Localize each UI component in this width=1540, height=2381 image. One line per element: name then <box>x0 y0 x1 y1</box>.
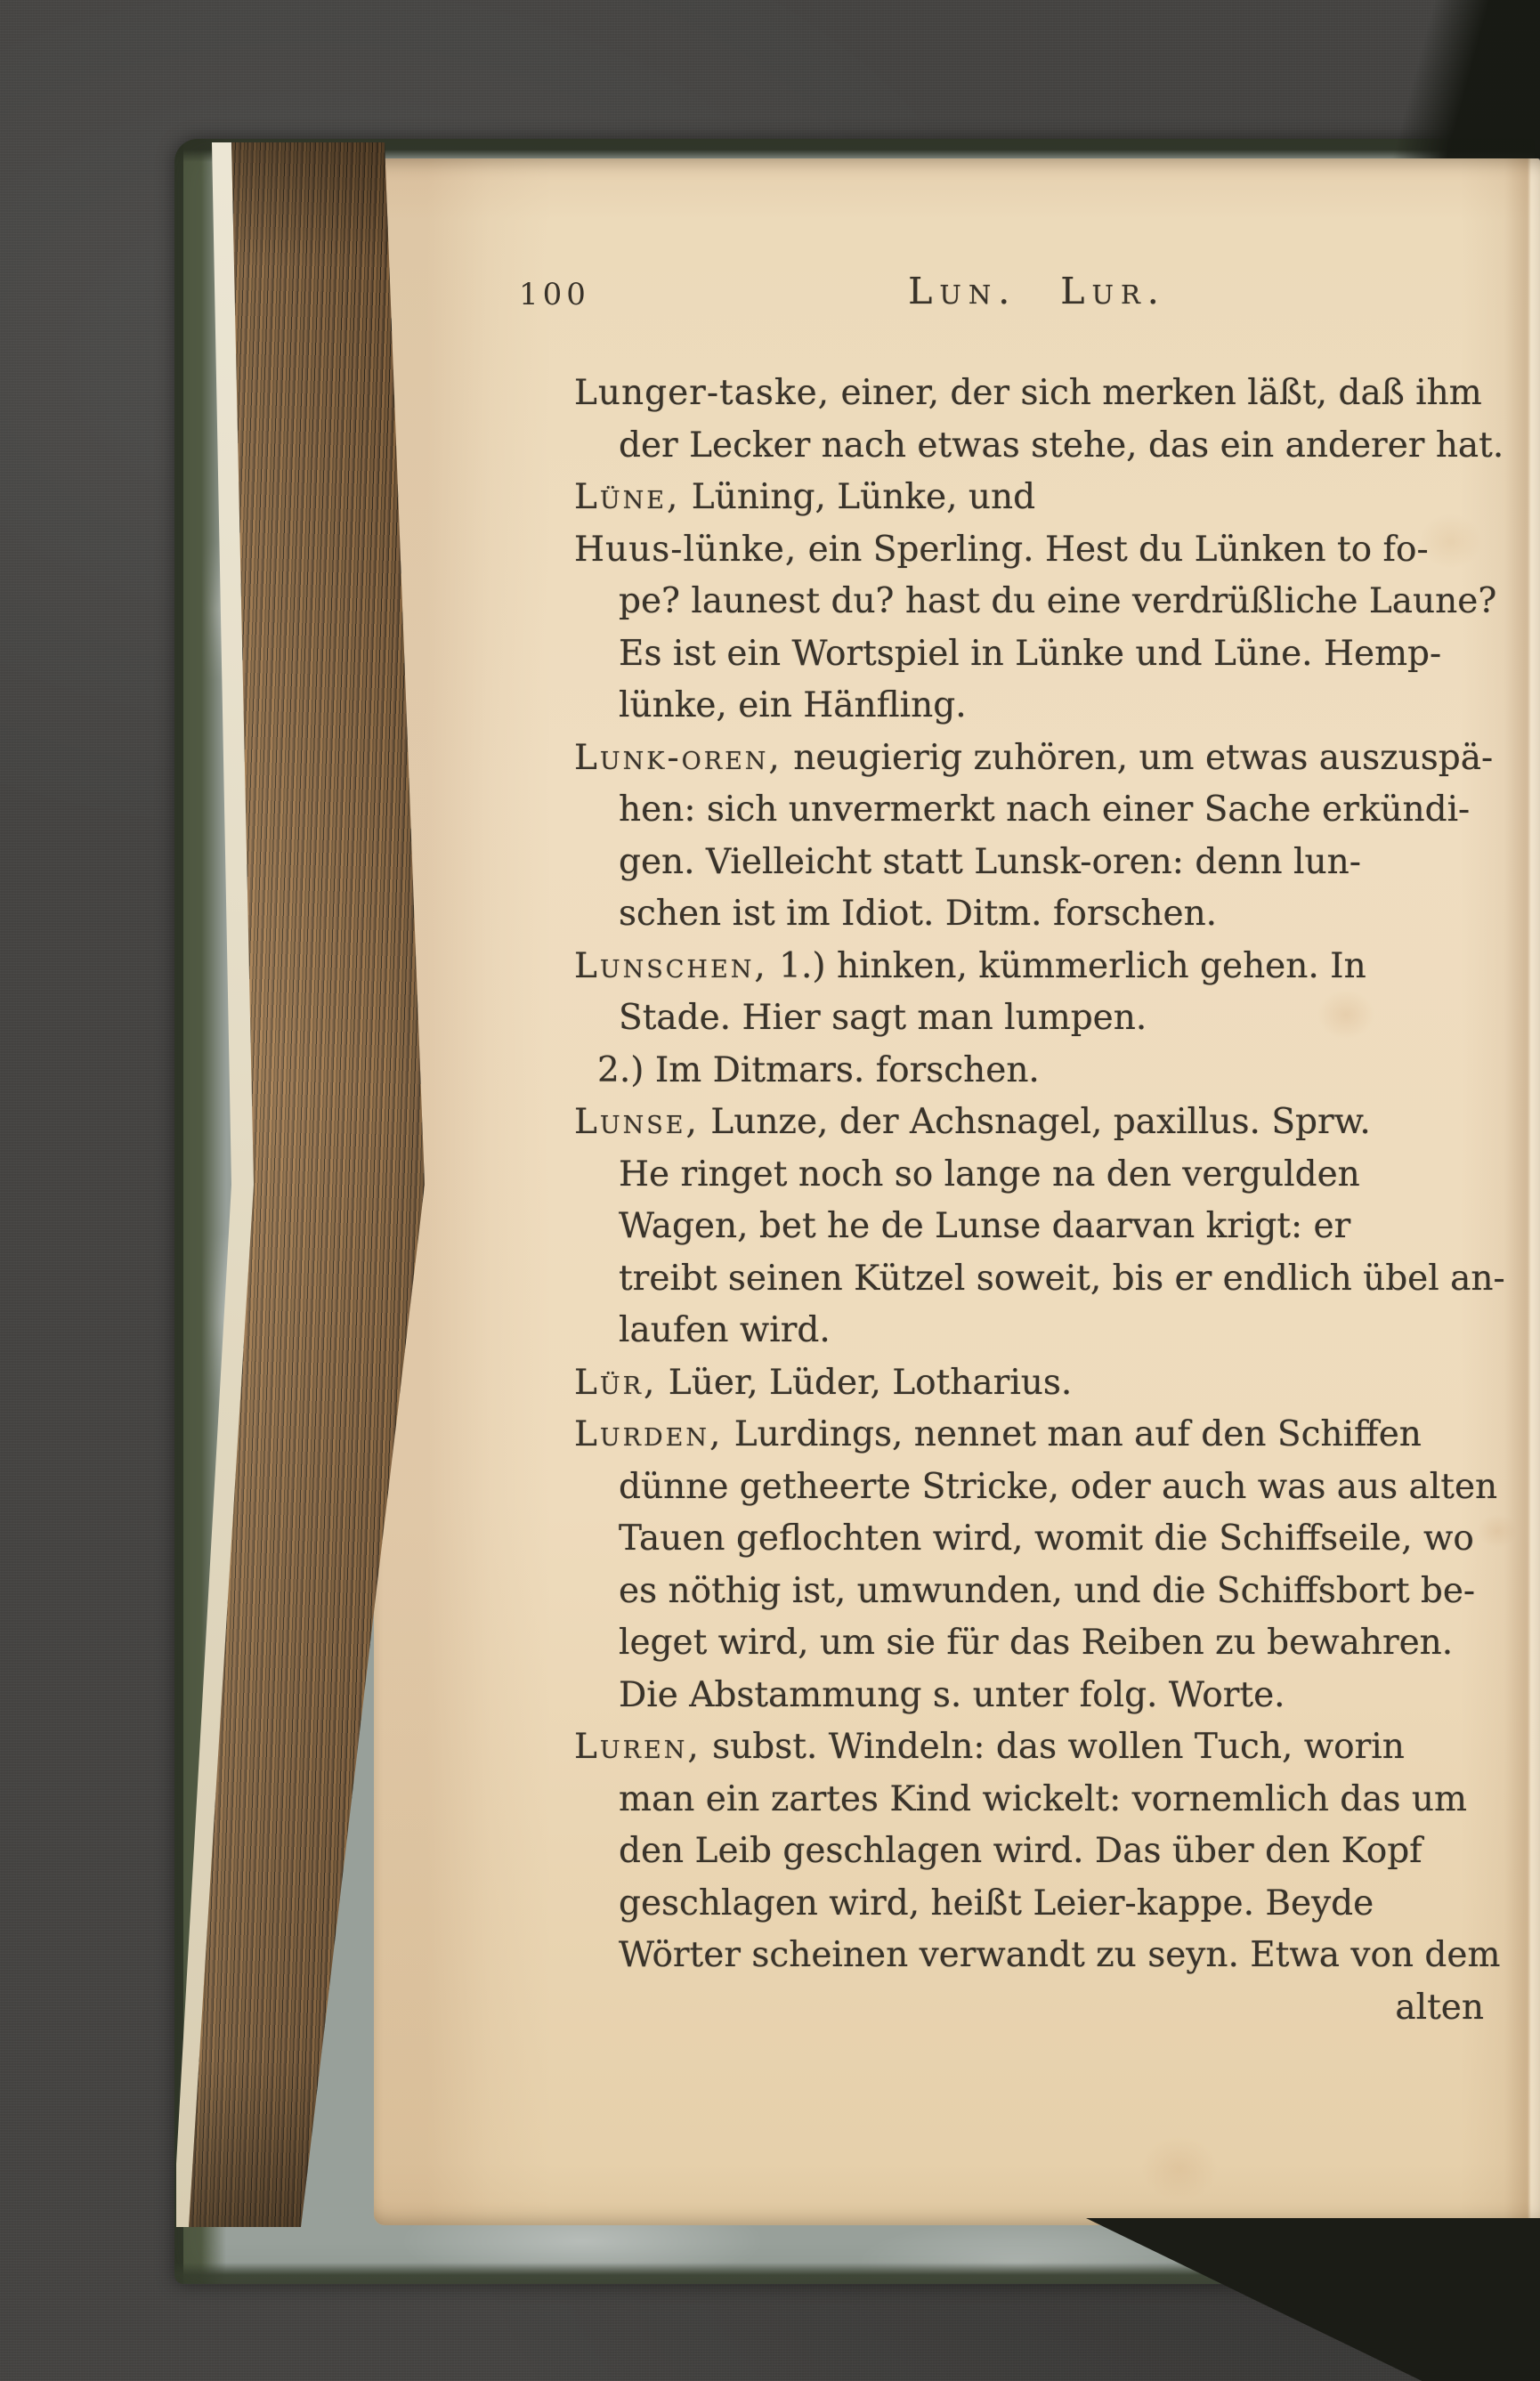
line-text: Lüer, Lüder, Lotharius. <box>668 1362 1073 1403</box>
line-text: es nöthig ist, umwunden, und die Schiffsbort be- <box>619 1570 1476 1611</box>
line-text: gen. Vielleicht statt Lunsk-oren: denn lun- <box>619 841 1361 882</box>
text-line <box>574 992 1500 1045</box>
entry-headword: Lunger-taske, <box>574 373 831 413</box>
text-line <box>574 784 1500 837</box>
text-line <box>574 1149 1500 1202</box>
text-line <box>574 1357 1500 1410</box>
line-text: Stade. Hier sagt man lumpen. <box>619 998 1147 1038</box>
line-text: einer, der sich merken läßt, daß ihm <box>840 373 1482 413</box>
text-line <box>574 1201 1500 1253</box>
line-text: Lunze, der Achsnagel, paxillus. Sprw. <box>710 1102 1371 1142</box>
text-line <box>574 837 1500 889</box>
text-line <box>574 1878 1500 1931</box>
line-text: 1.) hinken, kümmerlich gehen. In <box>779 945 1366 986</box>
page-number: 100 <box>519 277 590 312</box>
line-text: Wagen, bet he de Lunse daarvan krigt: er <box>619 1206 1351 1246</box>
text-line <box>574 1670 1500 1722</box>
text-line <box>574 1930 1500 1982</box>
line-text: pe? launest du? hast du eine verdrüßliche Laune? <box>619 581 1497 621</box>
entry-headword: Lunk-oren, <box>574 737 782 778</box>
line-text: Wörter scheinen verwandt zu seyn. Etwa von dem <box>619 1935 1501 1975</box>
entry-headword: Huus-lünke, <box>574 529 798 570</box>
text-line <box>574 941 1500 993</box>
text-line <box>574 680 1500 733</box>
text-block <box>574 368 1505 2034</box>
text-line <box>574 1566 1500 1618</box>
line-text: treibt seinen Kützel soweit, bis er endlich übel an- <box>619 1258 1505 1299</box>
entry-headword: Luren, <box>574 1727 701 1767</box>
line-text: Die Abstammung s. unter folg. Worte. <box>619 1674 1285 1715</box>
line-text: alten <box>1395 1987 1484 2028</box>
line-text: dünne getheerte Stricke, oder auch was aus alten <box>619 1466 1498 1507</box>
line-text: leget wird, um sie für das Reiben zu bewahren. <box>619 1623 1454 1663</box>
text-line <box>574 1721 1500 1774</box>
text-line <box>574 628 1500 681</box>
entry-headword: Lunschen, <box>574 945 768 986</box>
line-text: schen ist im Idiot. Ditm. forschen. <box>619 894 1218 934</box>
entry-headword: Lurden, <box>574 1414 724 1454</box>
line-text: neugierig zuhören, um etwas auszuspä- <box>793 737 1494 778</box>
page-header <box>519 270 1500 318</box>
text-line <box>574 1462 1500 1514</box>
line-text: 2.) Im Ditmars. forschen. <box>597 1049 1040 1090</box>
entry-headword: Lür, <box>574 1362 658 1403</box>
text-line <box>574 1045 1500 1097</box>
text-line <box>574 1513 1500 1566</box>
text-line <box>574 472 1500 524</box>
catchword <box>574 1982 1500 2035</box>
entry-headword: Lüne, <box>574 477 681 517</box>
text-line <box>574 576 1500 628</box>
line-text: lünke, ein Hänfling. <box>619 685 967 725</box>
line-text: Tauen geflochten wird, womit die Schiffseile, wo <box>619 1518 1474 1559</box>
text-line <box>574 1253 1505 1306</box>
text-line <box>574 733 1500 785</box>
line-text: geschlagen wird, heißt Leier-kappe. Beyde <box>619 1883 1374 1923</box>
line-text: der Lecker nach etwas stehe, das ein anderer hat. <box>619 425 1504 466</box>
running-header: Lun. Lur. <box>908 270 1166 312</box>
line-text: Lurdings, nennet man auf den Schiffen <box>734 1414 1422 1454</box>
line-text: Lüning, Lünke, und <box>691 477 1036 517</box>
text-line <box>574 1826 1500 1878</box>
text-line <box>574 1617 1500 1670</box>
text-line <box>574 1774 1500 1826</box>
text-line <box>574 420 1504 473</box>
line-text: man ein zartes Kind wickelt: vornemlich das um <box>619 1778 1467 1819</box>
text-line <box>574 1097 1500 1149</box>
text-line <box>574 524 1500 577</box>
text-line <box>574 368 1500 420</box>
line-text: laufen wird. <box>619 1310 831 1350</box>
text-line <box>574 888 1500 941</box>
corner-shadow-bottom-right <box>1086 2218 1540 2381</box>
text-line <box>574 1409 1500 1462</box>
line-text: Es ist ein Wortspiel in Lünke und Lüne. Hemp- <box>619 633 1442 674</box>
corner-shadow-top-right <box>1371 0 1540 158</box>
line-text: hen: sich unvermerkt nach einer Sache erkündi- <box>619 790 1471 830</box>
entry-headword: Lunse, <box>574 1102 700 1142</box>
line-text: He ringet noch so lange na den vergulden <box>619 1154 1360 1195</box>
line-text: ein Sperling. Hest du Lünken to fo- <box>807 529 1429 570</box>
line-text: den Leib geschlagen wird. Das über den Kopf <box>619 1831 1422 1871</box>
book-page <box>374 158 1540 2225</box>
text-line <box>574 1305 1500 1357</box>
line-text: subst. Windeln: das wollen Tuch, worin <box>712 1727 1405 1767</box>
